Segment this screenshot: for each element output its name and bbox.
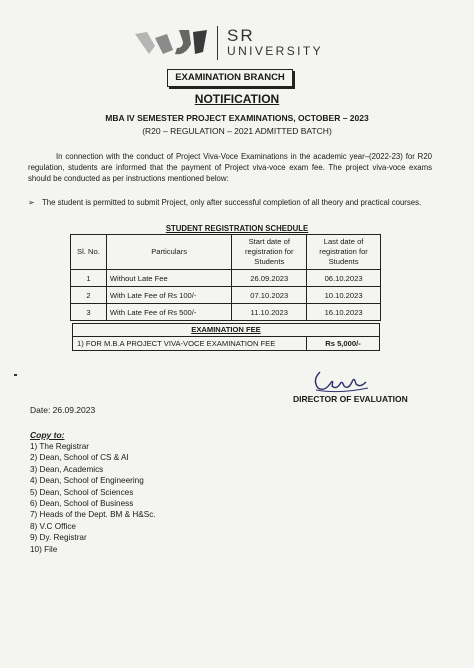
list-item: 3) Dean, Academics — [30, 464, 104, 474]
logo-text-university: UNIVERSITY — [227, 44, 324, 58]
scan-speck — [14, 374, 17, 376]
signature-icon — [310, 366, 370, 394]
arrow-bullet-icon: ➢ — [28, 198, 35, 207]
list-item: 4) Dean, School of Engineering — [30, 476, 144, 486]
header-sl-no: Sl. No. — [71, 235, 107, 270]
notice-date: Date: 26.09.2023 — [30, 405, 96, 415]
list-item: 10) File — [30, 544, 58, 554]
body-paragraph: In connection with the conduct of Project Viva-Voce Examinations in the academic year–(2022-23) for R20 regulation, students are informed that the payment of Project viva-voce exam fee. The project viva-voce exams should be conducted as per instructions mentioned below: — [28, 152, 432, 183]
schedule-table — [70, 234, 381, 321]
header-last-date: Last date of registration for Students — [307, 235, 381, 270]
cell-sl: 1 — [71, 270, 107, 287]
fee-row — [73, 337, 379, 350]
table-header-row — [71, 235, 381, 270]
schedule-title: STUDENT REGISTRATION SCHEDULE — [165, 224, 309, 233]
fee-amount: Rs 5,000/- — [325, 339, 361, 348]
list-item: 7) Heads of the Dept. BM & H&Sc. — [30, 510, 156, 520]
cell-start: 07.10.2023 — [232, 287, 307, 304]
subject-regulation: (R20 – REGULATION – 2021 ADMITTED BATCH) — [142, 126, 332, 136]
signatory-title: DIRECTOR OF EVALUATION — [293, 394, 408, 404]
cell-last: 16.10.2023 — [307, 304, 381, 321]
table-row — [71, 287, 381, 304]
table-row — [71, 270, 381, 287]
cell-start: 26.09.2023 — [232, 270, 307, 287]
cell-particulars: With Late Fee of Rs 100/- — [106, 287, 231, 304]
cell-last: 06.10.2023 — [307, 270, 381, 287]
list-item: 2) Dean, School of CS & AI — [30, 453, 129, 463]
instruction-text: The student is permitted to submit Project, only after successful completion of all theory and practical courses. — [42, 198, 422, 207]
list-item: 5) Dean, School of Sciences — [30, 487, 134, 497]
fee-label: 1) FOR M.B.A PROJECT VIVA-VOCE EXAMINATION FEE — [73, 337, 307, 350]
list-item: 9) Dy. Registrar — [30, 533, 87, 543]
list-item: 1) The Registrar — [30, 442, 90, 451]
fee-title: EXAMINATION FEE — [73, 324, 379, 337]
branch-label: EXAMINATION BRANCH — [167, 69, 293, 87]
cell-particulars: Without Late Fee — [106, 270, 231, 287]
cell-sl: 3 — [71, 304, 107, 321]
university-logo — [133, 24, 333, 64]
logo-text-sr: SR — [227, 26, 255, 45]
table-row — [71, 304, 381, 321]
list-item: 6) Dean, School of Business — [30, 499, 134, 509]
cell-last: 10.10.2023 — [307, 287, 381, 304]
logo-divider — [217, 26, 218, 60]
notification-title: NOTIFICATION — [194, 92, 280, 106]
logo-mark-icon — [133, 28, 211, 56]
cell-start: 11.10.2023 — [232, 304, 307, 321]
copy-to-list — [30, 441, 156, 555]
subject-line: MBA IV SEMESTER PROJECT EXAMINATIONS, OCTOBER – 2023 — [105, 113, 369, 123]
copy-to-heading: Copy to: — [30, 430, 65, 440]
cell-particulars: With Late Fee of Rs 500/- — [106, 304, 231, 321]
header-start-date: Start date of registration for Students — [232, 235, 307, 270]
cell-sl: 2 — [71, 287, 107, 304]
list-item: 8) V.C Office — [30, 521, 76, 531]
instruction-bullet — [28, 197, 434, 208]
header-particulars: Particulars — [106, 235, 231, 270]
exam-fee-box — [72, 323, 380, 351]
